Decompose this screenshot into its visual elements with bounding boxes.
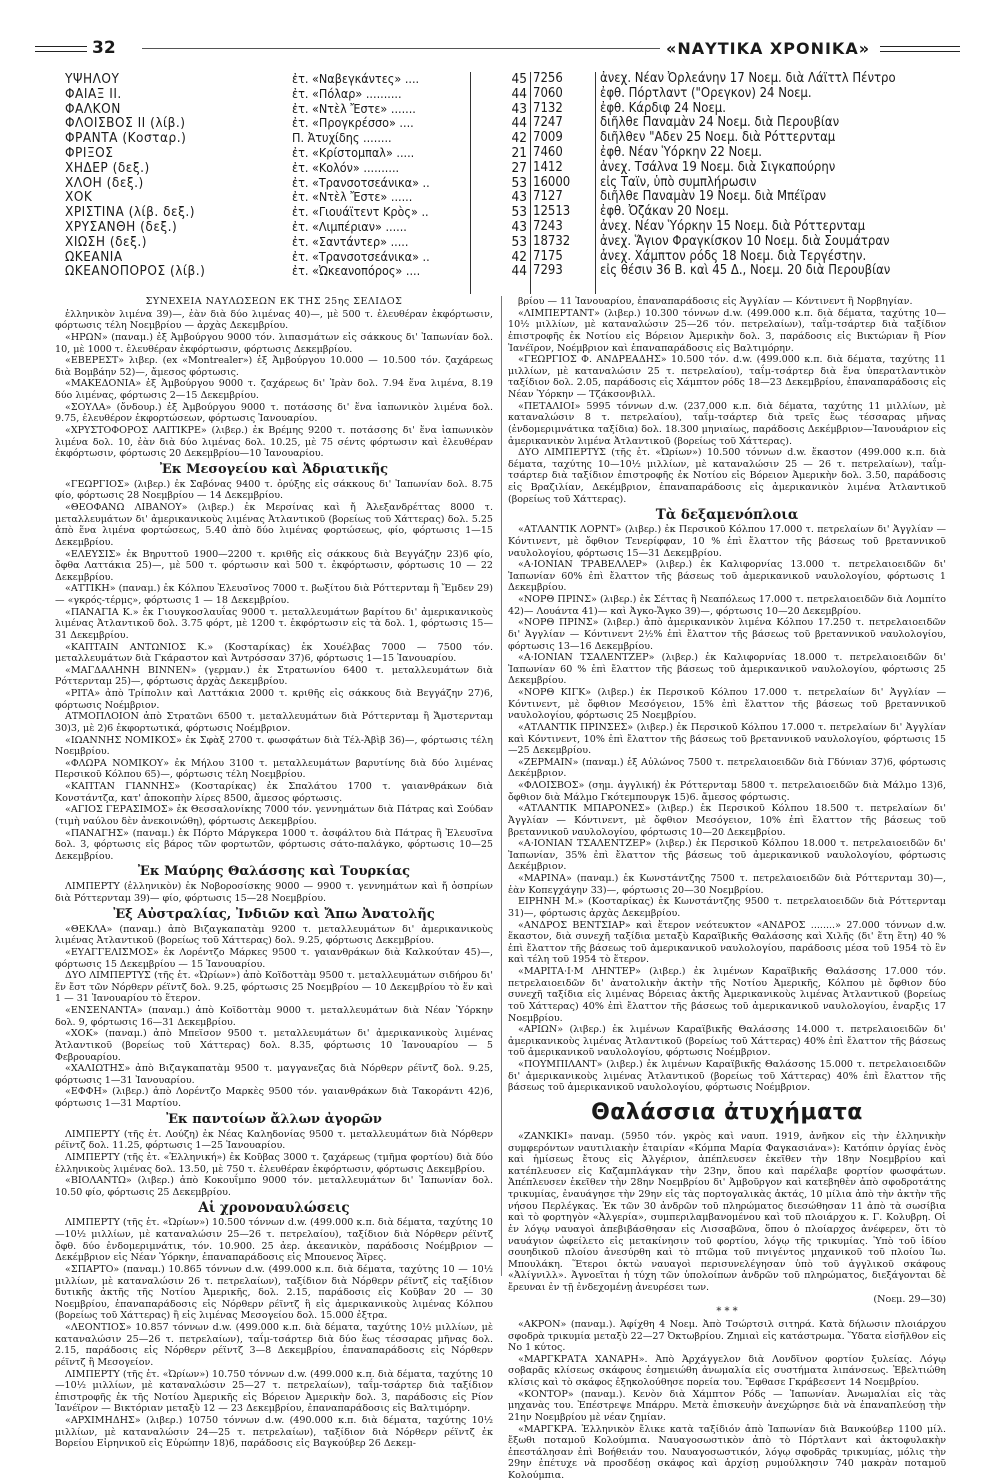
cargo-number: 44	[511, 263, 527, 280]
extra-number: 7175	[533, 248, 563, 264]
table-divider	[530, 72, 531, 294]
voyage-details: ἐφθ. Νέαν Ὑόρκην 22 Νοεμ.	[600, 144, 762, 160]
voyage-details: ἐφθ. Ὀζάκαν 20 Νοεμ.	[600, 204, 729, 220]
section-heading: Ἐκ παντοίων ἄλλων ἀγορῶν	[166, 1111, 382, 1127]
page-header	[30, 38, 970, 64]
ship-name: ΩΚΕΑΝΙΑ	[65, 248, 123, 265]
cargo-number: 27	[511, 159, 527, 176]
extra-number: 12513	[533, 204, 571, 220]
freight-info: ἐτ. «Σαντάντερ» .....	[292, 233, 409, 249]
ship-name: ΦΑΙΑΞ ΙΙ.	[65, 85, 122, 102]
paragraph: «ΚΑΠΤΑΙΝ ΑΝΤΩΝΙΟΣ Κ.» (Κοσταρίκας) ἐκ Χουέλβας 7000 — 7500 τόν. μεταλλευμάτων διὰ Γκάραστον καὶ Ἀντρόσσαν 37)6, φόρτωσις 1—15 Ἰανουαρίου.	[55, 641, 493, 665]
paragraph: «ΜΑΡΙΤΑ·Ι·Μ ΛΗΝΤΕΡ» (λιβερ.) ἐκ λιμένων Καραϊβικῆς Θαλάσσης 17.000 τόν. πετρελαιοειδῶν δι' ἀνατολικὴν ἀκτὴν τῆς Νοτίου Ἀμερικῆς, Κόλπου μὲ ὄφθιον δύο συνεχῆ ταξίδια εἰς λιμένας Βόρειας ἀκτῆς Ἀμερικανικοὺς λιμένας Ἀτλαντικοῦ (βορείως τοῦ Χάττερας) 40% ἐπὶ ἔλαττον τῆς βάσεως τοῦ ἀμερικανικοῦ ναυλολογίου, ἐναρξις 17 Νοεμβρίου.	[508, 966, 946, 1024]
cargo-number: 43	[511, 189, 527, 206]
extra-number: 7127	[533, 189, 563, 205]
paragraph: «ΦΛΩΡΑ ΝΟΜΙΚΟΥ» ἐκ Μήλου 3100 τ. μεταλλευμάτων βαρυτίνης διὰ δύο λιμένας Περσικοῦ Κόλπου 65)—, φόρτωσις τέλη Νοεμβρίου.	[55, 757, 493, 781]
paragraph: «ΦΛΟΙΣΒΟΣ» (σημ. ἀγγλική) ἐκ Ρόττερνταμ 5800 τ. πετρελαιοειδῶν διὰ Μάλμο 13)6, ὄφθιον διὰ Μάλμο Γκότεμπουργκ 15)6. ἄμεσος φόρτωσις.	[508, 780, 946, 803]
paragraph: «ΧΡΥΣΤΟΦΟΡΟΣ ΛΑΙΤΙΚΡΕ» (λιβερ.) ἐκ Βρέμης 9200 τ. ποτάσσης δι' ἕνα ἰαπωνικὸν λιμένα δολ. 10, ἐὰν διὰ δύο λιμένας δολ. 10.25, μὲ 75 σέντς φόρτωσιν καὶ ἐλευθέραν ἐκφόρτωσιν, φόρτωσις 20 Δεκεμβρίου—10 Ἰανουαρίου.	[55, 424, 493, 460]
cargo-number: 44	[511, 85, 527, 102]
paragraph: «Α·ΙΟΝΙΑΝ ΤΡΑΒΕΛΛΕΡ» (λιβερ.) ἐκ Καλιφορνίας 13.000 τ. πετρελαιοειδῶν δι' Ἰαπωνίαν 60% ἐπὶ ἔλαττον τῆς βάσεως τοῦ ἀμερικανικοῦ ναυλολογίου, φόρτωσις 1 Δεκεμβρίου.	[508, 559, 946, 594]
extra-number: 7247	[533, 115, 563, 131]
paragraph: «ΚΟΝΤΟΡ» (παναμ.). Κενὸν διὰ Χάμπτον Ρόδς — Ἰαπωνίαν. Ἀνωμαλίαι εἰς τὰς μηχανὰς του. Ἐπέστρεψε Μπάρρυ. Μετὰ ἐπισκευὴν ἀνεχώρησε διὰ νὰ ἐπαναπλεύσῃ τὴν 21ην Νοεμβρίου μὲ νέαν ζημίαν.	[508, 1388, 946, 1423]
freight-info: ἐτ. «Ντὲλ Ἔστε» .......	[292, 100, 416, 116]
ship-row	[55, 264, 970, 279]
paragraph: ΔΥΟ ΛΙΜΠΕΡΤΥΣ (τῆς ἑτ. «Ὠρίων») ἀπὸ Κοϊδοττὰμ 9500 τ. μεταλλευμάτων σιδήρου δι' ἕν ἔστ τῶν Νόρθερν ρέϊντζ δολ. 9.25, φόρτωσις 25 Νοεμβρίου — 10 Δεκεμβρίου τὸ ἕν καὶ 1 — 31 Ἰανουαρίου τὸ ἕτερον.	[55, 970, 493, 1005]
ship-name: ΧΛΟΗ (δεξ.)	[65, 174, 144, 191]
ship-name: ΧΟΚ	[65, 189, 93, 206]
ship-name: ΦΡΙΞΟΣ	[65, 144, 114, 161]
header-rule-right	[880, 46, 960, 52]
paragraph: «ΠΕΤΑΛΙΟΙ» 5995 τόννων d.w. (237.000 κ.π. διὰ δέματα, ταχύτης 11 μιλλίων, μὲ καταναλώσιν 8 τ. πετρελαίου), ταΐμ-τσάρτερ διὰ τρεῖς ἕως τέσσαρας μῆνας (ἐνδομεριμνάτικα ταξίδια) δολ. 18.300 μηνιαίως, παράδοσις Δεκέμβριον—Ἰανουάριον εἰς ἀμερικανικὸν λιμένα Ἀτλαντικοῦ (βορείως τοῦ Χάττερας).	[508, 400, 946, 447]
ship-name: ΧΗΔΕΡ (δεξ.)	[65, 159, 150, 176]
paragraph: «ΘΕΚΛΑ» (παναμ.) ἀπὸ Βιζαγκαπατὰμ 9200 τ. μεταλλευμάτων δι' ἀμερικανικοὺς λιμένας Ἀτλαντικοῦ (βορείως τοῦ Χάττερας) δολ. 9.25, φόρτωσις Δεκεμβρίου.	[55, 923, 493, 947]
voyage-details: ἀνεχ. Νέαν Ὀρλεάνην 17 Νοεμ. διὰ Λάϊττλ Πέντρο	[600, 71, 896, 86]
paragraph: «ΗΡΩΝ» (παναμ.) ἐξ Ἀμβούργου 9000 τόν. λιπασμάτων εἰς σάκκους δι' Ἰαπωνίαν δολ. 10, μὲ 1000 τ. ἐλευθέραν ἐκφόρτωσιν, φόρτωσις Δεκεμβρίου.	[55, 331, 493, 355]
voyage-details: διῆλθε Παναμὰν 24 Νοεμ. διὰ Περουβίαν	[600, 115, 840, 131]
paragraph: «ΑΡΙΩΝ» (λιβερ.) ἐκ λιμένων Καραϊβικῆς Θαλάσσης 14.000 τ. πετρελαιοειδῶν δι' ἀμερικανικοὺς λιμένας Ἀτλαντικοῦ (βορείως τοῦ Χάττερας) 40% ἐπὶ ἔλαττον τῆς βάσεως τοῦ ἀμερικανικοῦ ναυλολογίου, φόρτωσις Νοέμβριον.	[508, 1024, 946, 1059]
paragraph: «ΑΝΔΡΟΣ ΒΕΝΤΣΙΑΡ» καὶ ἕτερον νεότευκτον «ΑΝΔΡΟΣ ........» 27.000 τόννων d.w. ἕκαστον, διὰ συνεχῆ ταξίδια μεταξὺ Καραϊβικῆς Θαλάσσης καὶ Χιλῆς (δι' ἕτη ἕτη) 40 % ἐπὶ ἔλαττον τῆς βάσεως τοῦ ἀμερικανικοῦ ναυλολογίου, παράδοσις μέσα τοῦ 1954 τὸ ἓν καὶ τέλη τοῦ 1954 τὸ ἕτερον.	[508, 919, 946, 966]
paragraph: «ΓΕΩΡΓΙΟΣ» (λιβερ.) ἐκ Σαβόνας 9400 τ. ὀρύξης εἰς σάκκους δι' Ἰαπωνίαν δολ. 8.75 φίο, φόρτωσις 28 Νοεμβρίου — 14 Δεκεμβρίου.	[55, 478, 493, 502]
paragraph: «ΕΒΕΡΕΣΤ» λιβερ. (ex «Montrealer») ἐξ Ἀμβούργου 10.000 — 10.500 τόν. ζαχάρεως διὰ Βομβάην 52)—, ἄμεσος φόρτωσις.	[55, 355, 493, 378]
paragraph: «Α·ΙΟΝΙΑΝ ΤΣΑΛΕΝΤΖΕΡ» (λιβερ.) ἐκ Καλιφορνίας 18.000 τ. πετρελαιοειδῶν δι' Ἰαπωνίαν 60 % ἐπὶ ἔλαττον τῆς βάσεως τοῦ ἀμερικανικοῦ ναυλολογίου, φόρτωσις 25 Δεκεμβρίου.	[508, 652, 946, 687]
header-rule-left	[35, 46, 87, 52]
ship-name: ΦΡΑΝΤΑ (Κοσταρ.)	[65, 130, 187, 147]
paragraph: «ΠΑΝΑΓΗΣ» (παναμ.) ἐκ Πόρτο Μάργκερα 1000 τ. ἀσφάλτου διὰ Πάτρας ἢ Ἐλευσῖνα δολ. 3, φόρτωσις εἰς βάρος τῶν φορτωτῶν, φόρτωσις σάτο-παλάγκο, φόρτωσις 10—25 Δεκεμβρίου.	[55, 827, 493, 862]
paragraph: «ΠΟΥΜΠΙΛΑΝΤ» (λιβερ.) ἐκ λιμένων Καραϊβικῆς Θαλάσσης 15.000 τ. πετρελαιοειδῶν δι' ἀμερικανικοὺς λιμένας Ἀτλαντικοῦ (βορείως τοῦ Χάττερας) 40% ἐπὶ ἔλαττον τῆς βάσεως τοῦ ἀμερικανικοῦ ναυλολογίου, φόρτωσις Νοέμβριον.	[508, 1059, 946, 1094]
table-divider	[595, 72, 596, 294]
freight-info: ἐτ. «Κολόν» ..........	[292, 159, 400, 175]
paragraph: «ΛΙΜΠΕΡΤΑΝΤ» (λιβερ.) 10.300 τόννων d.w. (499.000 κ.π. διὰ δέματα, ταχύτης 10—10½ μιλλίων, μὲ καταναλώσιν 25—26 τόν. πετρελαίων), ταΐμ-τσάρτερ διὰ ταξίδιον ἐπιστροφῆς ἐκ Νοτίου εἰς Βόρειον Ἀμερικὴν δολ. 3, παράδοσις εἰς Βικτώριαν ἢ Ρίον Ἰανέϊρον, Νοέμβριον καὶ ἐπαναπαράδοσις εἰς Βαλτιμόρην.	[508, 307, 946, 354]
cargo-number: 42	[511, 248, 527, 265]
paragraph: ΛΙΜΠΕΡΤΥ (τῆς ἑτ. «Ὠρίων») 10.500 τόννων d.w. (499.000 κ.π. διὰ δέματα, ταχύτης 10—10½ μιλλίων, μὲ καταναλώσιν 25—26 τ. πετρελαίου), ταξίδιον διὰ Νόρθερν ρέϊντζ ὄφθ. δύο ἐνδομεριμνάτικ, τόν. 10.900. 25 ἀερ. ἀκεανικὸν, παράδοσις Νοέμβριον — Δεκέμβριον εἰς Νέαν Ὑόρκην, ἐπαναπαράδοσις εἰς Μπουενος Ἄϊρες.	[55, 1217, 493, 1264]
extra-number: 1412	[533, 159, 563, 175]
paragraph: «ΠΑΝΑΓΙΑ Κ.» ἐκ Γιουγκοσλαυΐας 9000 τ. μεταλλευμάτων βαρίτου δι' ἀμερικανικοὺς λιμένας Ἀτλαντικοῦ δολ. 3.75 φόρτ, μὲ 1200 τ. ἐκφόρτωσιν εἰς τὰ δολ. 1, φόρτωσις 15—31 Δεκεμβρίου.	[55, 606, 493, 641]
date-note: (Νοεμ. 29—30)	[873, 1293, 946, 1305]
cargo-number: 43	[511, 218, 527, 235]
ship-row	[55, 250, 970, 265]
ship-row	[55, 161, 970, 176]
paragraph: ΛΙΜΠΕΡΤΥ (ἑλληνικὸν) ἐκ Νοβοροσίσκης 9000 — 9900 τ. γεννημάτων καὶ ἤ ὀσπρίων διὰ Ρόττερνταμ 39)— φίο, φόρτωσις 15—28 Νοεμβρίου.	[55, 881, 493, 904]
paragraph: «ΜΑΡΓΚΡΑ. Ἑλληνικὸν ἔλικε κατὰ ταξίδιόν ἀπὸ Ἰαπωνίαν διὰ Βανκούβερ 1100 μίλ. ἔξωθι ποταμοῦ Κολούμπια. Ναυαγοσωστικὸν ἀπὸ τὸ Πόρτλαντ καὶ ἀκτοφυλακὴν ἐπεστάλησαν ἐπὶ Βοήθειάν του. Ναυαγοσωστικόν, λόγῳ σφοδρᾶς τρικυμίας, μόλις τὴν 29ην ἐπέτυχε νὰ προσδέσῃ σκάφος καὶ ἀρχίσῃ ρυμούλκησιν 740 μακρὰν ποταμοῦ Κολούμπια.	[508, 1423, 946, 1481]
ship-name: ΧΙΩΣΗ (δεξ.)	[65, 233, 147, 250]
paragraph: «ΘΕΟΦΑΝΩ ΛΙΒΑΝΟΥ» (λιβερ.) ἐκ Μερσίνας καὶ ἤ Ἀλεξανδρέττας 8000 τ. μεταλλευμάτων δι' ἀμερικανικοὺς λιμένας Ἀτλαντικοῦ (βορείως τοῦ Χάττερας) δολ. 5.25 ἀπὸ ἕνα λιμένα φορτώσεως, 5.40 ἀπὸ δύο λιμένας φορτώσεως, φίο, φόρτωσις 1—15 Δεκεμβρίου.	[55, 502, 493, 548]
extra-number: 16000	[533, 174, 571, 190]
separator-stars: * * *	[716, 1306, 738, 1318]
paragraph: «ΖΕΡΜΑΙΝ» (παναμ.) ἐξ Αὐλώνος 7500 τ. πετρελαιοειδῶν διὰ Γδύνιαν 37)6, φόρτωσις Δεκέμβριον.	[508, 756, 946, 780]
paragraph: «ΣΠΑΡΤΟ» (παναμ.) 10.865 τόννων d.w. (499.000 κ.π. διὰ δέματα, ταχύτης 10 — 10½ μιλλίων, μὲ καταναλώσιν 26 τ. πετρελαίων), ταξίδιον διὰ Νόρθερν ρέϊντζ εἰς ταξίδιον δυτικῆς ἀκτῆς τῆς Νοτίου Ἀμερικῆς, δολ. 2.15, παράδοσις εἰς Κοῦβαν 20 — 30 Νοεμβρίου, ἐπαναπαράδοσις εἰς Νόρθερν ρέϊντζ ἢ εἰς ἀμερικανικοὺς λιμένας Κόλπου (βορείως τοῦ Χάττερας) ἢ εἰς λιμένας Μεσογείου δολ. 15.000 ἐξτρα.	[55, 1263, 493, 1322]
voyage-details: εἰς θέσιν 36 Β. καὶ 45 Δ., Νοεμ. 20 διὰ Περουβίαν	[600, 263, 891, 279]
paragraph: «ΜΑΓΔΑΛΗΝΗ ΒΙΝΝΕΝ» (γερμαν.) ἐκ Στρατωνίου 6400 τ. μεταλλευμάτων διὰ Ρόττερνταμ 25)—, φόρτωσις ἀρχὰς Δεκεμβρίου.	[55, 664, 493, 688]
right-column	[508, 296, 946, 1482]
extra-number: 7132	[533, 100, 563, 116]
section-heading: Ἐκ Μεσογείου καὶ Ἀδριατικῆς	[159, 461, 389, 477]
paragraph: «ΑΡΧΙΜΗΔΗΣ» (λιβερ.) 10750 τόννων d.w. (490.000 κ.π. διὰ δέματα, ταχύτης 10½ μιλλίων, μὲ καταναλώσιν 24—25 τ. πετρελαίων), ταξίδιον διὰ Νόρθερν ρέϊντζ ἐκ Βορείου Εἰρηνικοῦ εἰς Εὐρώπην 18)6, παράδοσις εἰς Βαγκούβερ 26 Δεκεμ-	[55, 1415, 493, 1450]
ship-row	[55, 220, 970, 235]
ship-name: ΦΑΛΚΟΝ	[65, 100, 121, 117]
paragraph: «ΑΤΛΑΝΤΙΚ ΠΡΙΝΣΕΣ» (λιβερ.) ἐκ Περσικοῦ Κόλπου 17.000 τ. πετρελαίων δι' Ἀγγλίαν καὶ Κόντινεντ, 10% ἐπὶ ἔλαττον τῆς βάσεως τοῦ βρεταννικοῦ ναυλολογίου, φόρτωσις 15—25 Δεκεμβρίου.	[508, 721, 946, 757]
extra-number: 18732	[533, 233, 571, 249]
cargo-number: 53	[511, 174, 527, 191]
ship-row	[55, 146, 970, 161]
paragraph: ΛΙΜΠΕΡΤΥ (τῆς ἑτ. Λούζη) ἐκ Νέας Καληδονίας 9500 τ. μεταλλευμάτων διὰ Νόρθερν ρέϊντζ δολ. 11.25, φόρτωσις 1—25 Ἰανουαρίου.	[55, 1128, 493, 1152]
paragraph: «ΕΥΑΓΓΕΛΙΣΜΟΣ» ἐκ Λορέντζο Μάρκες 9500 τ. γαιανθράκων διὰ Καλκούταν 45)—, φόρτωσις 15 Δεκεμβρίου — 15 Ἰανουαρίου.	[55, 946, 493, 970]
section-title: Θαλάσσια ἀτυχήματα	[591, 1099, 863, 1125]
ship-name: ΦΛΟΙΣΒΟΣ ΙΙ (λίβ.)	[65, 115, 186, 132]
paragraph: «ΜΑΚΕΔΟΝΙΑ» ἐξ Ἀμβούργου 9000 τ. ζαχάρεως δι' Ἰρὰν δολ. 7.94 ἕνα λιμένα, 8.19 δύο λιμένας, φόρτωσις 2—15 Δεκεμβρίου.	[55, 378, 493, 401]
ship-row	[55, 190, 970, 205]
freight-info: ἐτ. «Γιουάϊτεντ Κρὸς» ..	[292, 204, 429, 220]
paragraph: «ΒΙΟΛΑΝΤΩ» (λιβερ.) ἀπὸ Κοκουΐμπο 9000 τόν. μεταλλευμάτων δι' Ἰαπωνίαν δολ. 10.50 φίο, φόρτωσις 25 Δεκεμβρίου.	[55, 1175, 493, 1198]
extra-number: 7460	[533, 144, 563, 160]
voyage-details: ἐφθ. Πόρτλαντ ("Ορεγκον) 24 Νοεμ.	[600, 85, 812, 101]
freight-info: ἐτ. «Ὠκεανοπόρος» ....	[292, 263, 421, 279]
paragraph: «ΝΟΡΘ ΠΡΙΝΣ» (λιβερ.) ἐκ Σέττας ἢ Νεαπόλεως 17.000 τ. πετρελαιοειδῶν διὰ Λομπίτο 42)— Λουάντα 41)— καὶ Ἀγκο-Ἄγκο 39)—, φόρτωσις 10—20 Δεκεμβρίου.	[508, 594, 946, 617]
journal-title: «ΝΑΥΤΙΚΑ ΧΡΟΝΙΚΑ»	[666, 39, 871, 58]
voyage-details: ἀνεχ. Νέαν Ὑόρκην 15 Νοεμ. διὰ Ρόττερνταμ	[600, 218, 866, 234]
paragraph: ΛΙΜΠΕΡΤΥ (τῆς ἑτ. «Ἑλληνική») ἐκ Κοῦβας 3000 τ. ζαχάρεως (τμῆμα φορτίου) διὰ δύο ἑλληνικοὺς λιμένας δολ. 13.50, μὲ 750 τ. ἐλευθέραν ἐκφόρτωσιν, φόρτωσις Δεκεμβρίου.	[55, 1151, 493, 1175]
freight-info: ἐτ. «Λιμπέριαν» ......	[292, 218, 407, 234]
voyage-details: διῆλθε Παναμὰν 19 Νοεμ. διὰ Μπέϊραν	[600, 189, 827, 205]
voyage-details: ἐφθ. Κάρδιφ 24 Νοεμ.	[600, 100, 726, 116]
continuation-heading: ΣΥΝΕΧΕΙΑ ΝΑΥΛΩΣΕΩΝ ΕΚ ΤΗΣ 25ης ΣΕΛΙΔΟΣ	[145, 296, 403, 307]
paragraph: «ΧΑΛΙΩΤΗΣ» ἀπὸ Βιζαγκαπατὰμ 9500 τ. μαγγανεζας διὰ Νόρθερν ρέϊντζ δολ. 9.25, φόρτωσις 1—31 Ἰανουαρίου.	[55, 1063, 493, 1086]
voyage-details: ἀνεχ. Ἅγιον Φραγκίσκον 10 Νοεμ. διὰ Σουμάτραν	[600, 233, 890, 249]
paragraph: «ΕΛΕΥΣΙΣ» ἐκ Βηρυττοῦ 1900—2200 τ. κριθῆς εἰς σάκκους διὰ Βεγγάζην 23)6 φίο, ὄφθα Λαττάκια 25)—, μὲ 500 τ. φόρτωσιν καὶ 500 τ. ἐκφόρτωσιν, φόρτωσις 10 — 22 Δεκεμβρίου.	[55, 548, 493, 583]
cargo-number: 53	[511, 204, 527, 221]
paragraph: «ΑΚΡΟΝ» (παναμ.). Ἀφίχθη 4 Νοεμ. Ἀπὸ Τσώρτσιλ σιτηρά. Κατὰ δήλωσιν πλοιάρχου σφοδρὰ τρικυμία μεταξὺ 22—27 Ὀκτωβρίου. Ζημιαὶ εἰς κατάστρωμα. Ὕδατα εἰσῆλθον εἰς Νο 1 κύτος.	[508, 1318, 946, 1354]
extra-number: 7060	[533, 85, 563, 101]
cargo-number: 21	[511, 144, 527, 161]
cargo-number: 42	[511, 130, 527, 147]
paragraph: «ΑΤΛΑΝΤΙΚ ΜΠΑΡΟΝΕΣ» (λιβερ.) ἐκ Περσικοῦ Κόλπου 18.500 τ. πετρελαίων δι' Ἀγγλίαν — Κόντινεντ, μὲ ὄφθιον Μεσόγειον, 10% ἐπὶ ἔλαττον τῆς βάσεως τοῦ βρεταννικοῦ ναυλολογίου, φόρτωσις 10—20 Δεκεμβρίου.	[508, 803, 946, 838]
header-rule	[142, 48, 660, 49]
table-divider	[470, 72, 471, 294]
extra-number: 7243	[533, 218, 563, 234]
freight-info: ἐτ. «Τρανσοτσεάνικα» ..	[292, 248, 430, 264]
paragraph: «ΕΦΦΗ» (λιβερ.) ἀπὸ Λορέντζο Μαρκὲς 9500 τόν. γαιανθράκων διὰ Τακοράντι 42)6, φόρτωσις 1—31 Μαρτίου.	[55, 1086, 493, 1109]
freight-info: ἐτ. «Κρίστομπαλ» .....	[292, 144, 415, 160]
ship-row	[55, 87, 970, 102]
paragraph: «ΙΩΑΝΝΗΣ ΝΟΜΙΚΟΣ» ἐκ Σφὰξ 2700 τ. φωσφάτων διὰ Τέλ-Ἀβὶβ 36)—, φόρτωσις τέλη Νοεμβρίου.	[55, 734, 493, 758]
paragraph: «ΚΑΠΤΑΝ ΓΙΑΝΝΗΣ» (Κοσταρίκας) ἐκ Σπαλάτου 1700 τ. γαιανθράκων διὰ Κονστάντζα, κατ' ἀποκοπὴν λίρες 8500, ἄμεσος φόρτωσις.	[55, 781, 493, 804]
paragraph: «ΖΑΝΚΙΚΙ» παναμ. (5950 τόν. γκρὸς καὶ ναυπ. 1919, ἀνῆκον εἰς τὴν ἑλληνικὴν συμφερόντων ναυτιλιακὴν ἑταιρίαν «Κόμπα Μαρία Φαγκασιάνα»): Κατόπιν ὀργίας ἑνὸς καὶ ἡμίσεως ἔτους εἰς Ἀλγέριον, ἀπέπλευσεν ἐκεῖθεν τὴν 18ην Νοεμβρίου καὶ κατέπλευσεν εἰς Καζαμπλάγκαν τὴν 23ην, ὅπου καὶ παρέλαβε φορτίον φωσφάτων. Ἀπέπλευσεν ἐκεῖθεν τὴν 28ην Νοεμβρίου δι' Ἀμβοῦργον καὶ κατεβηθὲν ἀπὸ σφοδροτάτης τρικυμίας, ἐναυάγησε τὴν 29ην εἰς τὰς πορτογαλικὰς ἀκτάς, 10 μίλια ἀπὸ τὴν ἀκτὴν τῆς νήσου Περλέγκας. Ἐκ τῶν 30 ἀνδρῶν τοῦ πληρώματος διεσώθησαν 11 ἀπὸ τὰ σωσίβια καὶ τὸ φορτηγὸν «Ἀλγερία», συμπεριλαμβανομένου καὶ τοῦ πλοιάρχου κ. Γ. Κολυβρη. Οἱ ἐν λόγῳ ναυαγοὶ ἀπεβιβάσθησαν εἰς Λισσαβῶνα, ὅπου ὁ πλοίαρχος ἀνέφερεν, ὅτι τὸ ναυάγιον ὠφείλετο εἰς μετακίνησιν τοῦ φορτίου, λόγῳ τῆς τρικυμίας. Ὑπὸ τοῦ ἰδίου σουηδικοῦ πλοίου ἀνεσύρθη καὶ τὸ πτῶμα τοῦ πνιγέντος μηχανικοῦ τοῦ πλοίου Ἰω. Μπουλάκη. Ἕτεροι ὀκτὼ ναυαγοὶ περισυνελέγησαν ὑπὸ τοῦ ἀγγλικοῦ σκάφους «Ἀλίγνιλλ». Ἀγνοεῖται ἡ τύχη τῶν ὑπολοίπων ἀνδρῶν τοῦ πληρώματος, διεξάγονται δὲ ἔρευναι ἐν τῇ ἐνδεχομένῃ ἀνευρέσει των.	[508, 1130, 946, 1293]
extra-number: 7009	[533, 130, 563, 146]
cargo-number: 45	[511, 71, 527, 87]
paragraph: «ΜΑΡΓΚΡΑΤΑ ΧΑΝΑΡΗ». Ἀπὸ Ἀρχάγγελον διὰ Λονδῖνον φορτίον ξυλείας. Λόγῳ σοβαρᾶς κλίσεως σκάφους ἐσημειώθη ἀνωμαλία εἰς συστήματα λιπάνσεως. Ἐβελτιώθη κλίσις καὶ τὸ σκάφος ἐξηκολούθησε πορεία του. Ἔφθασε Γκράβεσεντ 14 Νοεμβρίου.	[508, 1353, 946, 1388]
paragraph: «ΑΤΛΑΝΤΙΚ ΛΟΡΝΤ» (λιβερ.) ἐκ Περσικοῦ Κόλπου 17.000 τ. πετρελαίων δι' Ἀγγλίαν — Κόντινεντ, μὲ ὄφθιον Τενερίφφαν, 10 % ἐπὶ ἔλαττον τῆς βάσεως τοῦ βρεταννικοῦ ναυλολογίου, φόρτωσις 15—31 Δεκεμβρίου.	[508, 524, 946, 559]
page-number: 32	[92, 38, 116, 58]
paragraph: «ΝΟΡΘ ΚΙΓΚ» (λιβερ.) ἐκ Περσικοῦ Κόλπου 17.000 τ. πετρελαίων δι' Ἀγγλίαν — Κόντινεντ, μὲ ὄφθιον Μεσόγειον, 15% ἐπὶ ἔλαττον τῆς βάσεως τοῦ βρεταννικοῦ ναυλολογίου, φόρτωσις 25 Νοεμβρίου.	[508, 687, 946, 722]
column-rule	[501, 296, 502, 1276]
voyage-details: διῆλθεν "Αδεν 25 Νοεμ. διὰ Ρόττερνταμ	[600, 130, 836, 146]
ship-name: ΥΨΗΛΟΥ	[65, 71, 120, 87]
paragraph: ΔΥΟ ΛΙΜΠΕΡΤΥΣ (τῆς ἑτ. «Ὠρίων») 10.500 τόννων d.w. ἕκαστον (499.000 κ.π. διὰ δέματα, ταχύτης 10—10½ μιλλίων, μὲ καταναλώσιν 25 — 26 τ. πετρελαίων), ταΐμ-τσάρτερ διὰ ταξίδιον ἐπιστροφῆς ἐκ Νοτίου εἰς Βόρειον Ἀμερικὴν δολ. 3.50, παράδοσις εἰς Βραζιλίαν, Δεκέμβριον, ἐπαναπαράδοσις εἰς ἀμερικανικὸν λιμένα Ἀτλαντικοῦ (βορείως τοῦ Χάττερας).	[508, 447, 946, 505]
section-heading: Ἐκ Μαύρης Θαλάσσης καὶ Τουρκίας	[137, 864, 411, 880]
paragraph: «ΜΑΡΙΝΑ» (παναμ.) ἐκ Κωνστάντζης 7500 τ. πετρελαιοειδῶν διὰ Ρόττερνταμ 30)—, ἐὰν Κοπεγχάγην 33)—, φόρτωσις 20—30 Νοεμβρίου.	[508, 873, 946, 896]
voyage-details: ἀνεχ. Τσάλνα 19 Νοεμ. διὰ Σιγκαπούρην	[600, 159, 836, 175]
paragraph: «ΓΕΩΡΓΙΟΣ Φ. ΑΝΔΡΕΑΔΗΣ» 10.500 τόν. d.w. (499.000 κ.π. διὰ δέματα, ταχύτης 11 μιλλίων, μὲ καταναλώσιν 25 τ. πετρελαίου), ταΐμ-τσάρτερ διὰ ἕνα ὑπερατλαντικὸν ταξίδιον δολ. 2.05, παράδοσις εἰς Χάμπτον ρόδς 18—23 Δεκεμβρίου, ἐπαναπαράδοσις εἰς Νέαν Ὑόρκην — Τζάκσονβιλλ.	[508, 354, 946, 400]
ship-row	[55, 102, 970, 117]
paragraph: βρίου — 11 Ἰανουαρίου, ἐπαναπαράδοσις εἰς Ἀγγλίαν — Κόντινεντ ἢ Νορβηγίαν.	[518, 296, 913, 307]
paragraph: ΕΙΡΗΝΗ Μ.» (Κοσταρίκας) ἐκ Κωνστάντζης 9500 τ. πετρελαιοειδῶν διὰ Ρόττερνταμ 31)—, φόρτωσις ἀρχὰς Δεκεμβρίου.	[508, 896, 946, 919]
paragraph: «ΧΟΚ» (παναμ.) ἀπὸ Μπεϊσον 9500 τ. μεταλλευμάτων δι' ἀμερικανικοὺς λιμένας Ἀτλαντικοῦ (βορείως τοῦ Χάττερας) δολ. 8.35, φόρτωσις 10 Ἰανουαρίου — 5 Φεβρουαρίου.	[55, 1028, 493, 1063]
freight-info: Π. Ἀτυχίδης ........	[292, 130, 392, 146]
ship-row	[55, 205, 970, 220]
cargo-number: 44	[511, 115, 527, 132]
paragraph: ΛΙΜΠΕΡΤΥ (τῆς ἑτ. «Ὠρίων») 10.750 τόννων d.w. (499.000 κ.π. διὰ δέματα, ταχύτης 10—10½ μιλλίων, μὲ καταναλώσιν 25—27 τ. πετρελαίων), ταΐμ-τσάρτερ διὰ ταξίδιον ἐπιστροφῆς ἐκ τῆς Νοτίου Ἀμερικῆς εἰς Βόρειον Ἀμερικὴν δολ. 3, παράδοσις εἰς Ρίον Ἰανέϊρον — Βικτόριαν μεταξὺ 12 — 23 Δεκεμβρίου, ἐπαναπαράδοσις εἰς Βαλτιμόρην.	[55, 1368, 493, 1415]
paragraph: «ΛΕΟΝΤΙΟΣ» 10.857 τόννων d.w. (499.000 κ.π. διὰ δέματα, ταχύτης 10½ μιλλίων, μὲ καταναλώσιν 25—26 τ. πετρελαίων), ταΐμ-τσάρτερ διὰ δύο ἕως τέσσαρας μῆνας δολ. 2.15, παράδοσις εἰς Νόρθερν ρέϊντζ 3—8 Δεκεμβρίου, ἐπαναπαράδοσις εἰς Νόρθερν ρέϊντζ ἢ Μεσογείον.	[55, 1322, 493, 1368]
paragraph: «ΑΤΤΙΚΗ» (παναμ.) ἐκ Κόλπου Ἐλευσῖνος 7000 τ. βωξίτου διὰ Ρόττερνταμ ἢ Ἔμδεν 29)— «γκρός-τέρμς», φόρτωσις 1 — 18 Δεκεμβρίου.	[55, 583, 493, 606]
section-heading: Τὰ δεξαμενόπλοια	[655, 507, 799, 524]
ship-name: ΧΡΥΣΑΝΘΗ (δεξ.)	[65, 218, 178, 235]
paragraph: «ΕΝΣΕΝΑΝΤΑ» (παναμ.) ἀπὸ Κοϊδοττὰμ 9000 τ. μεταλλευμάτων διὰ Νέαν Ὑόρκην δολ. 9, φόρτωσις 16—31 Δεκεμβρίου.	[55, 1005, 493, 1028]
extra-number: 7256	[533, 71, 563, 86]
ship-row	[55, 131, 970, 146]
cargo-number: 43	[511, 100, 527, 117]
left-column	[55, 296, 493, 1450]
paragraph: ΑΤΜΟΠΛΟΙΟΝ ἀπὸ Στρατῶνι 6500 τ. μεταλλευμάτων διὰ Ρόττερνταμ ἢ Ἄμστερνταμ 30)3, μὲ 2)6 ἐκφορτωτικά, φόρτωσις Νοέμβριον.	[55, 711, 493, 734]
paragraph: «ΑΓΙΟΣ ΓΕΡΑΣΙΜΟΣ» ἐκ Θεσσαλονίκης 7000 τόν. γεννημάτων διὰ Πάτρας καὶ Σούδαν (τιμὴ ναύλου δὲν ἀνεκοινώθη), φόρτωσις Δεκεμβρίου.	[55, 804, 493, 827]
paragraph: «ΝΟΡΘ ΠΡΙΝΣ» (λιβερ.) ἀπὸ ἀμερικανικὸν λιμένα Κόλπου 17.250 τ. πετρελαιοειδῶν δι' Ἀγγλίαν — Κόντινεντ 2½% ἐπὶ ἔλαττον τῆς βάσεως τοῦ βρεταννικοῦ ναυλολογίου, φόρτωσις 13—16 Δεκεμβρίου.	[508, 617, 946, 652]
ship-name: ΩΚΕΑΝΟΠΟΡΟΣ (λίβ.)	[65, 263, 206, 280]
voyage-details: εἰς Ταϊν, ὑπὸ συμπλήρωσιν	[600, 174, 757, 190]
freight-info: ἐτ. «Πόλαρ» ..........	[292, 85, 402, 101]
paragraph: ἑλληνικὸν λιμένα 39)—, ἐὰν διὰ δύο λιμένας 40)—, μὲ 500 τ. ἐλευθέραν ἐκφόρτωσιν, φόρτωσις τέλη Νοεμβρίου — ἀρχὰς Δεκεμβρίου.	[55, 308, 493, 332]
freight-info: ἐτ. «Ναβεγκάντες» ....	[292, 71, 420, 86]
section-heading: Αἱ χρονοναυλώσεις	[198, 1200, 350, 1217]
ship-row	[55, 72, 970, 87]
ship-row	[55, 235, 970, 250]
extra-number: 7293	[533, 263, 563, 279]
paragraph: «ΣΟΥΛΑ» (ὄνδουρ.) ἐξ Ἀμβούργου 9000 τ. ποτάσσης δι' ἕνα ἰαπωνικὸν λιμένα δολ. 9.75, ἐλευθέρον ἐκφορτώσεων, φόρτωσις Ἰανουαρίου.	[55, 401, 493, 425]
ship-name: ΧΡΙΣΤΙΝΑ (λίβ. δεξ.)	[65, 204, 195, 221]
voyage-details: ἀνεχ. Χάμπτον ρόδς 18 Νοεμ. διὰ Τεργέστην.	[600, 248, 867, 264]
paragraph: «ΡΙΤΑ» ἀπὸ Τρίπολιν καὶ Λαττάκια 2000 τ. κριθῆς εἰς σάκκους διὰ Βεγγάζην 27)6, φόρτωσις Νοέμβριον.	[55, 688, 493, 711]
ship-row	[55, 116, 970, 131]
ship-positions-table	[55, 72, 970, 279]
freight-info: ἐτ. «Ντὲλ Ἔστε» ......	[292, 189, 413, 205]
section-heading: Ἐξ Αὐστραλίας, Ἰνδιῶν καὶ Ἄπω Ἀνατολῆς	[113, 906, 435, 922]
paragraph: «Α·ΙΟΝΙΑΝ ΤΣΑΛΕΝΤΖΕΡ» (λιβερ.) ἐκ Περσικοῦ Κόλπου 18.000 τ. πετρελαιοειδῶν δι' Ἰαπωνίαν, 35% ἐπὶ ἔλαττον τῆς βάσεως τοῦ ἀμερικανικοῦ ναυλολογίου, φόρτωσις Δεκέμβριον.	[508, 838, 946, 873]
cargo-number: 53	[511, 233, 527, 250]
freight-info: ἐτ. «Τρανσοτσεάνικα» ..	[292, 174, 430, 190]
ship-row	[55, 176, 970, 191]
freight-info: ἐτ. «Προγκρέσσο» ....	[292, 115, 414, 131]
